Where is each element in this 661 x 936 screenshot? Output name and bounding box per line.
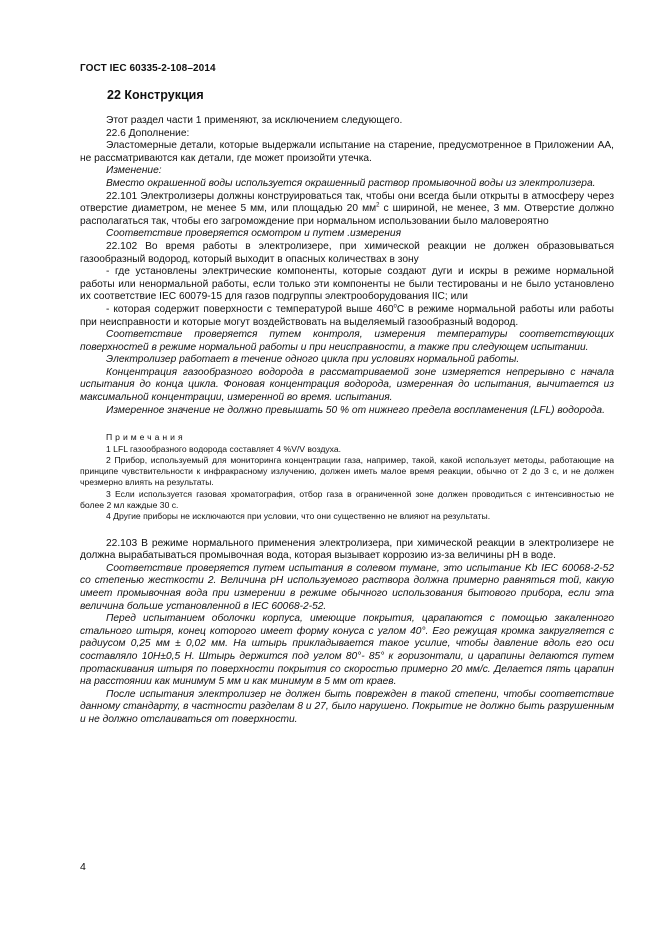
superscript: 2: [376, 202, 380, 209]
clause-22-6: 22.6 Дополнение:: [106, 127, 190, 139]
compliance-text: Соответствие проверяется путем испытания в солевом тумане, это испытание Kb IEC 60068-2-52 со степенью жесткости 2. Величина pH используемого раствора должна примерно равняться той, какую имеет промывочная вода при измерении в режиме обычного использования бытового прибора, если эта величина больше установленной в IEC 60068-2-52.: [80, 562, 614, 612]
note-item: 4 Другие приборы не исключаются при условии, что они существенно не влияют на результаты.: [106, 511, 491, 522]
clause-22-103: 22.103 В режиме нормального применения электролизера, при химической реакции в электролизере не должна вырабатываться промывочная вода, которая вызывает коррозию из-за величины pH в воде.: [80, 537, 614, 562]
paragraph: После испытания электролизер не должен быть поврежден в такой степени, чтобы соответствие данному стандарту, в частности разделам 8 и 27, было нарушено. Покрытие не должно быть разрушенным и не должно отслаиваться от поверхности.: [80, 688, 614, 725]
clause-text: 22.101 Электролизеры должны конструироваться так, чтобы они всегда были открыты в атмосферу через отверстие диаметром, не менее 5 мм, или площадью 20 мм: [80, 190, 614, 215]
notes-title: Примечания: [106, 432, 186, 443]
list-item: - где установлены электрические компоненты, которые создают дуги и искры в режиме нормальной работы или ненормальной работы, если только эти компоненты не были тестированы и не было установлено их соответствие IEC 60079-15 для газов подгруппы электрооборудования IIC; или: [80, 266, 614, 303]
paragraph: Электролизер работает в течение одного цикла при условиях нормальной работы.: [106, 354, 520, 366]
amendment-label: Изменение:: [106, 165, 162, 177]
paragraph: Перед испытанием оболочки корпуса, имеющие покрытия, царапаются с помощью закаленного стального штыря, конец которого имеет форму конуса с углом 40°. Его режущая кромка закругляется с радиусом 0,25 мм ± 0,02 мм. На штырь прикладывается такое усилие, чтобы давление вдоль его оси составляло 10Н±0,5 Н. Штырь держится под углом 80°- 85° к горизонтали, и царапины делаются путем протаскивания штыря по поверхности покрытия со скоростью примерно 20 мм/с. Делается пять царапин на расстоянии как минимум 5 мм и как минимум в 5 мм от краев.: [80, 613, 614, 688]
list-item: [80, 304, 614, 329]
paragraph: Измеренное значение не должно превышать 50 % от нижнего предела воспламенения (LFL) водорода.: [106, 404, 605, 416]
paragraph: Вместо окрашенной воды используется окрашенный раствор промывочной воды из электролизера.: [106, 177, 596, 189]
clause-22-101: [80, 191, 614, 229]
notes-block: [80, 432, 614, 522]
list-text: - которая содержит поверхности с температурой выше 460: [106, 303, 394, 315]
section-heading: 22 Конструкция: [107, 88, 204, 102]
paragraph: Этот раздел части 1 применяют, за исключением следующего.: [106, 115, 403, 126]
body-text: [80, 115, 614, 727]
clause-text: с шириной, не менее, 3 мм. Отверстие должно располагаться так, чтобы его загромождение при нормальном использовании было маловероятно: [80, 203, 615, 227]
list-text: С в режиме нормальной работы или работы при неисправности и которые могут воздействовать на выделяемый газообразный водород.: [80, 303, 614, 328]
compliance-text: Соответствие проверяется осмотром и путем .измерения: [106, 228, 402, 240]
clause-22-102: 22.102 Во время работы в электролизере, при химической реакции не должен образовываться газообразный водород, который выходит в опасных количествах в зону: [80, 240, 614, 265]
superscript: о: [393, 303, 397, 310]
paragraph: Концентрация газообразного водорода в рассматриваемой зоне измеряется непрерывно с начала испытания до конца цикла. Фоновая концентрация водорода, измеренная до испытания, вычитается из максимальной концентрации, измеренной во время. испытания.: [80, 366, 614, 404]
note-item: 2 Прибор, используемый для мониторинга концентрации газа, например, такой, какой использует методы, работающие на принципе чувствительности к инфракрасному излучению, должен иметь малое время реакции, обычно от 2 до 3 с, и не должен чрезмерно влиять на результаты.: [80, 454, 614, 488]
standard-header: ГОСТ IEC 60335-2-108–2014: [80, 63, 216, 74]
note-item: 1 LFL газообразного водорода составляет 4 %V/V воздуха.: [106, 443, 342, 454]
compliance-text: Соответствие проверяется путем контроля, измерения температуры соответствующих поверхностей в режиме нормальной работы и при неисправности, а также при следующем испытании.: [80, 329, 614, 353]
paragraph: Эластомерные детали, которые выдержали испытание на старение, предусмотренное в Приложении АА, не рассматриваются как детали, где может произойти утечка.: [80, 140, 614, 164]
note-item: 3 Если используется газовая хроматография, отбор газа в ограниченной зоне должен проводиться с интенсивностью не более 2 мл каждые 30 с.: [80, 488, 614, 511]
page-number: 4: [80, 861, 86, 873]
